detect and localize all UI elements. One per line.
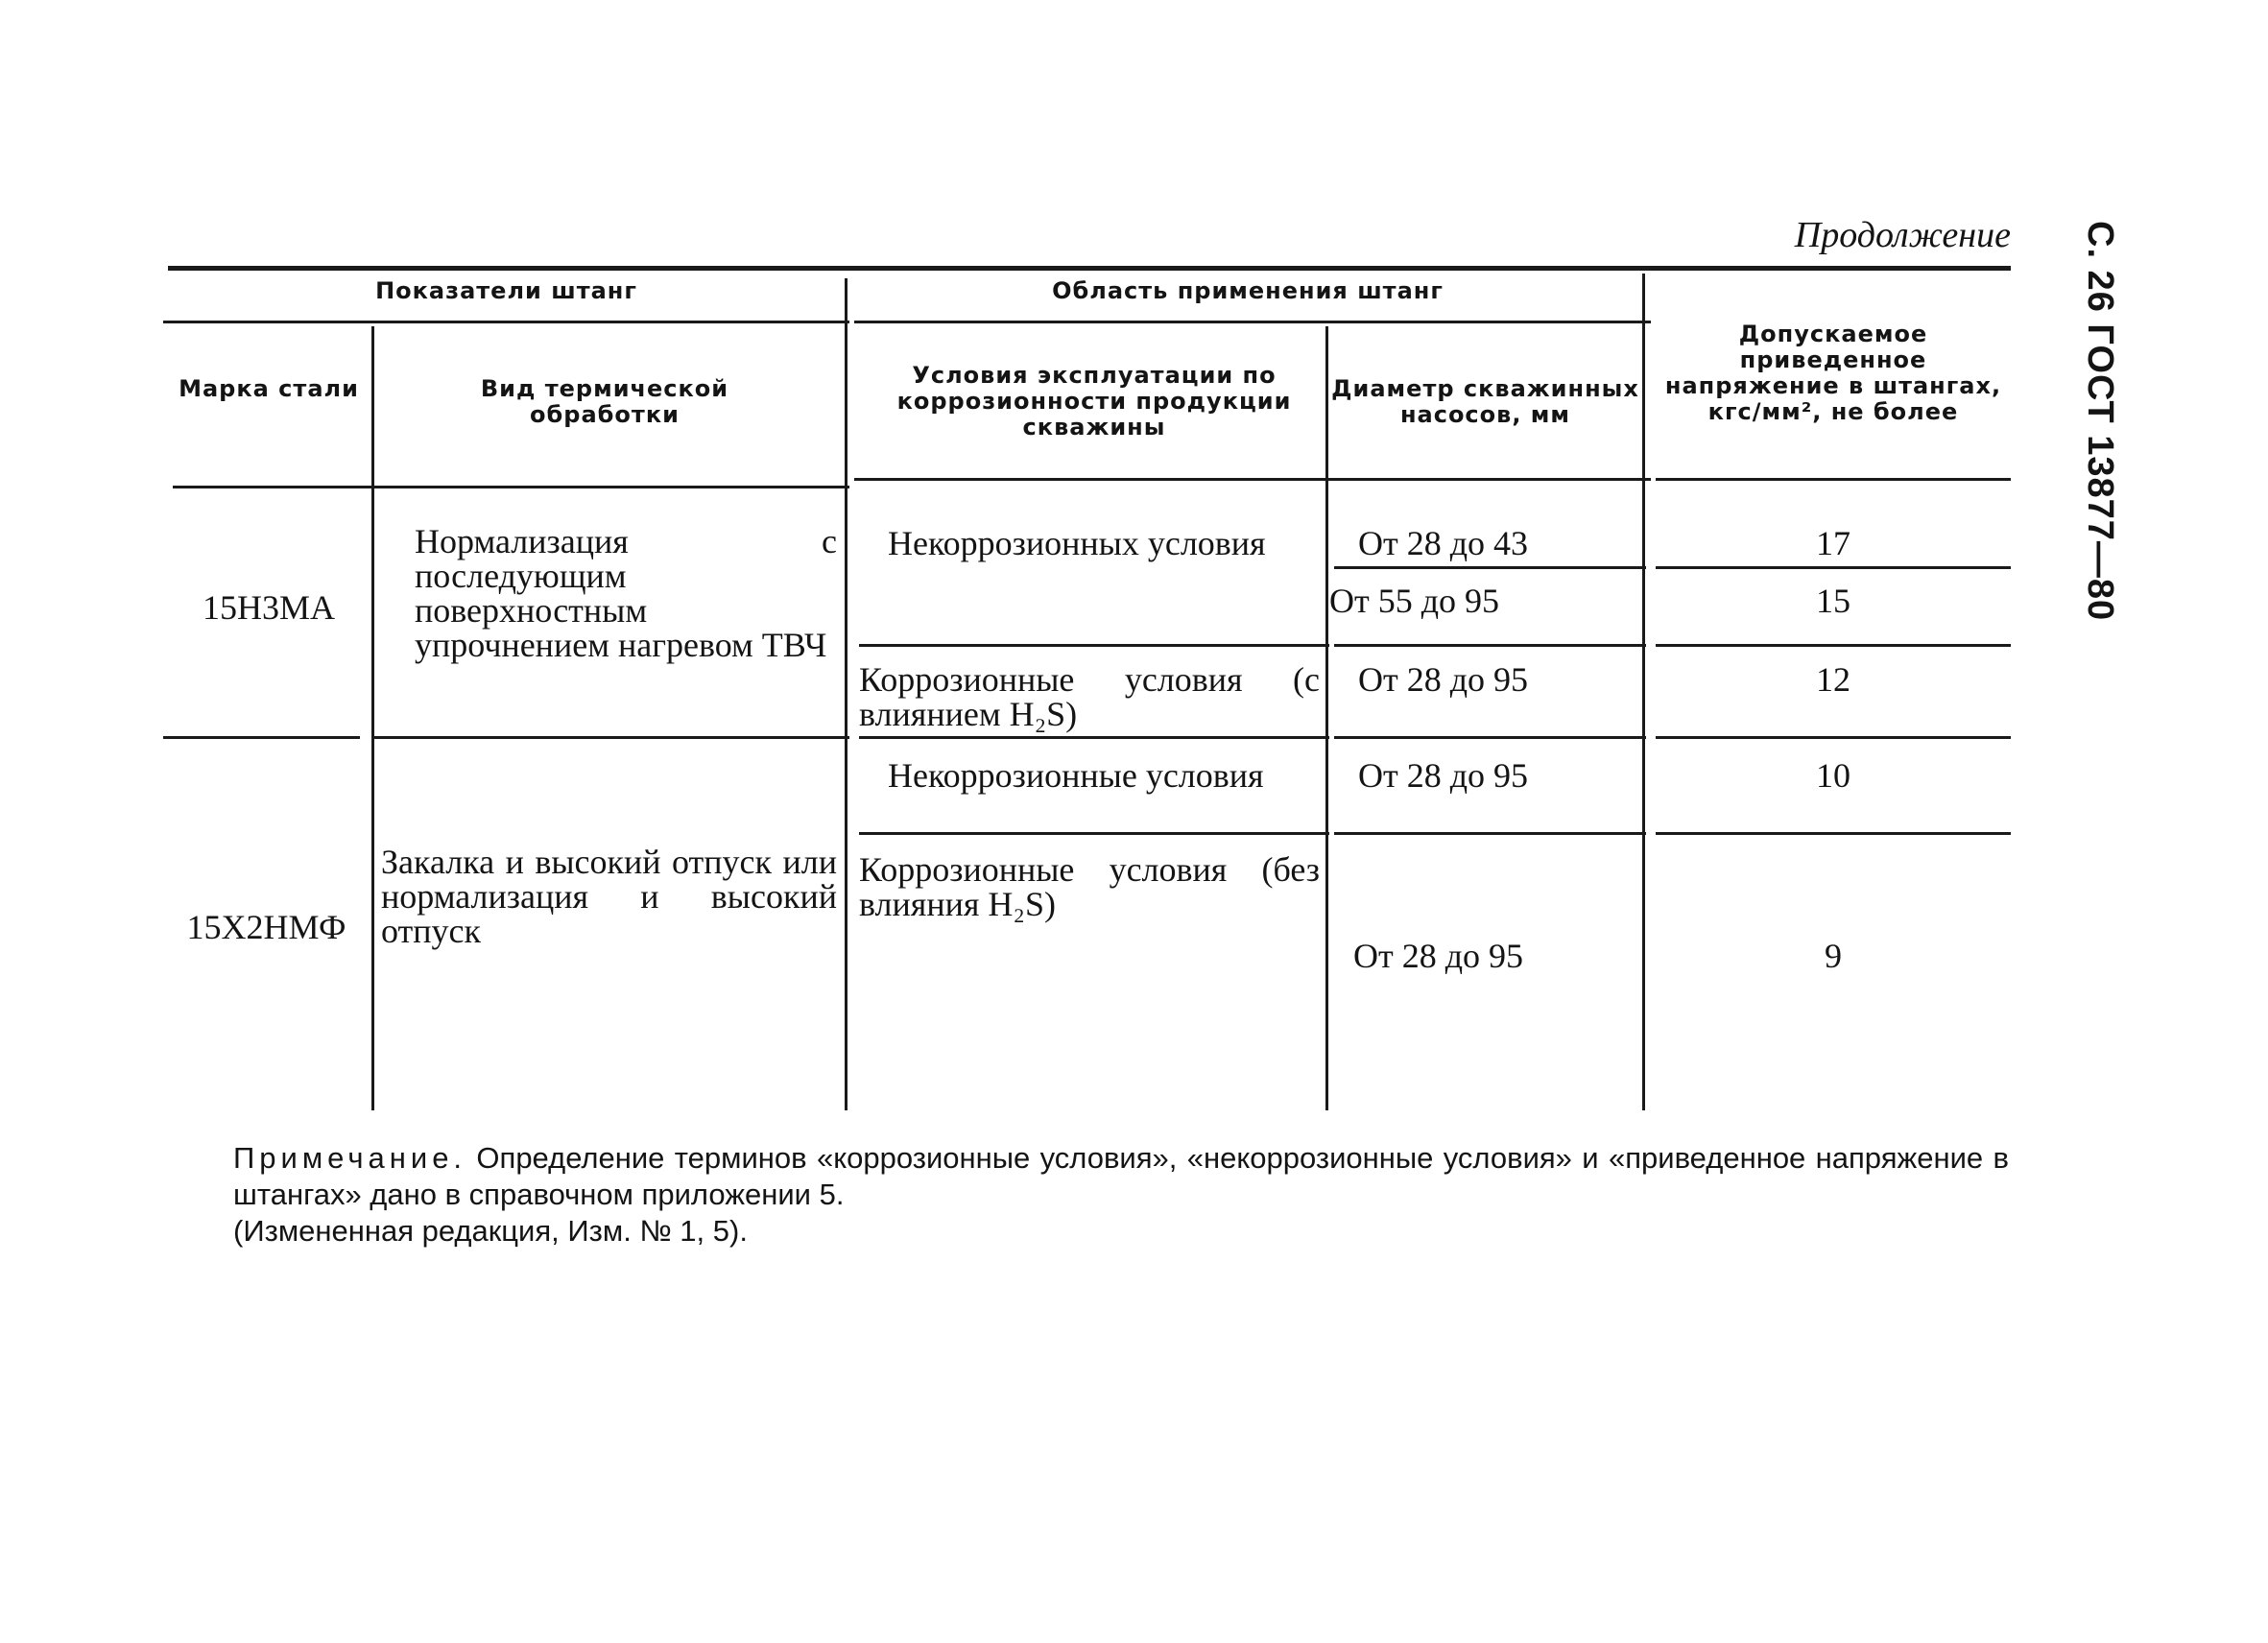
- row-separator-grade: [163, 736, 360, 739]
- group-header-rule-mid: [854, 321, 1651, 323]
- col-divider-grade: [371, 326, 374, 1110]
- table-top-rule: [168, 266, 2011, 271]
- side-header-text: С. 26 ГОСТ 13877—80: [2080, 221, 2120, 622]
- note-text: Определение терминов «коррозионные условия», «некоррозионные условия» и «приведенное напряжение в штангах» дано в справочном приложении 5.: [233, 1141, 2009, 1211]
- steel-grade-15n3ma: 15Н3МА: [202, 588, 335, 627]
- col-divider-conditions: [1325, 326, 1328, 1110]
- stress-12: 12: [1816, 660, 1850, 699]
- column-header-steel-grade: Марка стали: [179, 375, 359, 402]
- condition-corrosive-no-h2s: Коррозионные условия (без влияния H₂S): [859, 850, 1320, 923]
- row-separator-stress: [1656, 736, 2011, 739]
- column-header-heat-treatment: Вид термической обработки: [480, 375, 729, 428]
- column-header-pump-diameter: Диаметр скважинных насосов, мм: [1331, 375, 1639, 428]
- group-header-rule-left: [163, 321, 849, 323]
- rule-stress-17: [1656, 566, 2011, 569]
- rule-stress-15: [1656, 644, 2011, 647]
- side-page-header: [2080, 221, 2120, 622]
- diameter-55-95: От 55 до 95: [1329, 582, 1500, 620]
- stress-17: 17: [1816, 524, 1850, 562]
- continuation-label: Продолжение: [1794, 215, 2011, 255]
- col-divider-treatment: [845, 278, 848, 1110]
- diameter-28-95-b: От 28 до 95: [1358, 756, 1529, 795]
- rule-diam-95a: [1334, 644, 1646, 647]
- group-header-rod-indicators: Показатели штанг: [375, 277, 637, 304]
- condition-noncorrosive-2: Некоррозионные условия: [888, 756, 1264, 795]
- column-header-operating-conditions: Условия эксплуатации по коррозионности продукции скважины: [896, 362, 1292, 441]
- stress-9: 9: [1825, 937, 1842, 975]
- condition-noncorrosive-1: Некоррозионных условия: [888, 524, 1266, 562]
- steel-grade-15kh2nmf: 15Х2НМФ: [186, 908, 346, 946]
- rule-diam-43: [1334, 566, 1646, 569]
- stress-15: 15: [1816, 582, 1850, 620]
- group-header-application-area: Область применения штанг: [1052, 277, 1444, 304]
- note-paragraph: [233, 1140, 2009, 1213]
- row-separator-cond: [859, 736, 1329, 739]
- header-bottom-rule-left: [173, 486, 849, 488]
- header-bottom-rule-mid: [854, 478, 1651, 481]
- note-amendment: (Измененная редакция, Изм. № 1, 5).: [233, 1214, 748, 1248]
- rule-diam-95b: [1334, 832, 1646, 835]
- header-bottom-rule-right: [1656, 478, 2011, 481]
- treatment-15kh2nmf: Закалка и высокий отпуск или нормализация и высокий отпуск: [381, 843, 837, 950]
- rule-cond-3: [859, 832, 1329, 835]
- diameter-28-95-a: От 28 до 95: [1358, 660, 1529, 699]
- rule-stress-10: [1656, 832, 2011, 835]
- column-header-allowed-stress: Допускаемое приведенное напряжение в штангах, кгс/мм², не более: [1664, 321, 2002, 425]
- col-divider-diameter: [1642, 274, 1645, 1110]
- row-separator-treatment: [374, 736, 849, 739]
- note-label: Примечание.: [233, 1141, 467, 1175]
- row-separator-diam: [1334, 736, 1646, 739]
- diameter-28-43: От 28 до 43: [1358, 524, 1529, 562]
- stress-10: 10: [1816, 756, 1850, 795]
- diameter-28-95-c: От 28 до 95: [1353, 937, 1524, 975]
- treatment-15n3ma: Нормализация с последующим поверхностным упрочнением нагревом ТВЧ: [415, 522, 837, 664]
- condition-corrosive-h2s: Коррозионные условия (с влиянием H₂S): [859, 660, 1320, 733]
- rule-cond-1: [859, 644, 1329, 647]
